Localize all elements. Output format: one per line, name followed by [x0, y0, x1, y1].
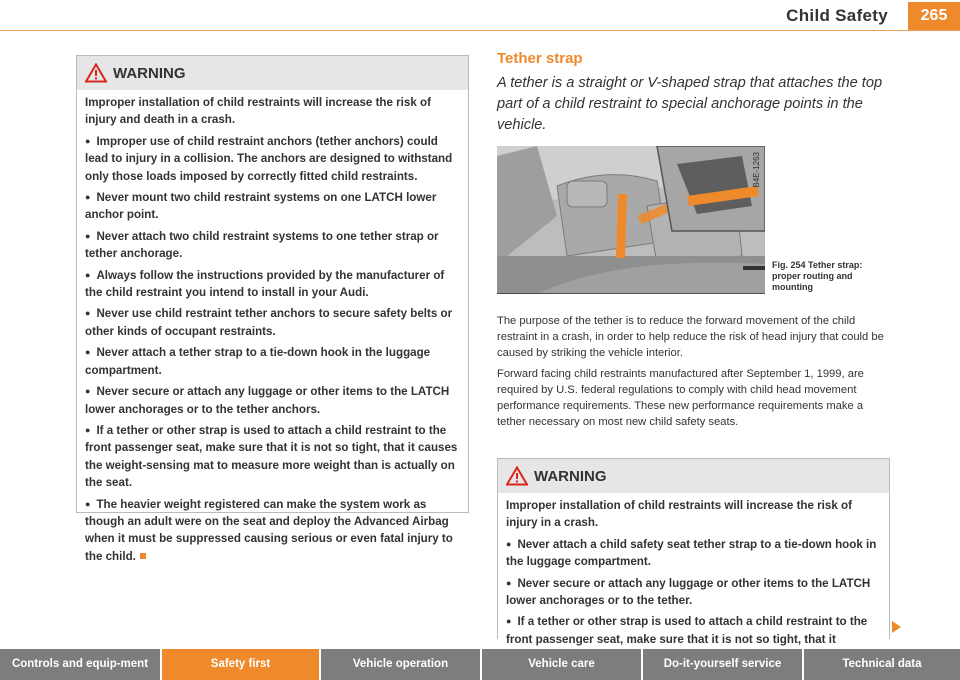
tab-label: Controls and equip-ment [11, 658, 149, 670]
right-warning-header [498, 459, 889, 493]
warning-bullet: ● Never use child restraint tether anchors to secure safety belts or other kinds of occupant restraints. [85, 305, 458, 340]
warning-triangle-icon [506, 466, 528, 486]
figure-code: B4E-1263 [752, 152, 761, 188]
tab-label: Safety first [210, 658, 271, 670]
warning-bullet: ● If a tether or other strap is used to attach a child restraint to the front passenger seat, make sure that it is not so tight, that it [506, 613, 879, 648]
warning-bullet: ● Never attach two child restraint systems to one tether strap or tether anchorage. [85, 228, 458, 263]
footer-nav [0, 649, 960, 680]
warning-bullet: ● Never secure or attach any luggage or other items to the LATCH lower anchorages or to the tether anchors. [85, 383, 458, 418]
tab-label: Do-it-yourself service [663, 658, 782, 670]
left-warning-header [77, 56, 468, 90]
tether-section [497, 50, 885, 136]
car-seat-illustration [497, 146, 765, 294]
section-intro: A tether is a straight or V-shaped strap that attaches the top part of a child restraint to special anchorage points in the vehicle. [497, 75, 883, 133]
warning-bullet-last [85, 496, 458, 566]
figure-caption: Fig. 254 Tether strap: proper routing and mounting [772, 260, 863, 292]
tab-label: Vehicle operation [352, 658, 449, 670]
warning-label: WARNING [113, 64, 186, 82]
warning-bullet: ● Improper use of child restraint anchors (tether anchors) could lead to injury in a collision. The anchors are designed to withstand only those loads imposed by correctly fitted child restraints. [85, 133, 458, 185]
paragraph: Forward facing child restraints manufactured after September 1, 1999, are required by U.S. federal regulations to comply with child head movement performance requirements. These new performance requirements make a tether necessary on most new child safety seats. [497, 368, 864, 428]
warning-intro: Improper installation of child restraints will increase the risk of injury in a crash. [506, 499, 852, 530]
tether-body [497, 313, 889, 435]
tab-label: Technical data [842, 658, 922, 670]
tab-do-it-yourself-service[interactable] [643, 649, 802, 680]
left-warning-body [77, 90, 468, 575]
tab-vehicle-care[interactable] [482, 649, 641, 680]
warning-bullet: ● Never secure or attach any luggage or other items to the LATCH lower anchorages or to the tether. [506, 575, 879, 610]
tab-label: Vehicle care [528, 658, 595, 670]
warning-bullet: ● If a tether or other strap is used to attach a child restraint to the front passenger seat, make sure that it is not so tight, that it causes the weight-sensing mat to measure more weight than is actually on the seat. [85, 422, 458, 492]
continued-arrow-icon [892, 621, 901, 633]
tab-controls-and-equipment[interactable] [0, 649, 160, 680]
warning-label: WARNING [534, 467, 607, 485]
paragraph: The purpose of the tether is to reduce the forward movement of the child restraint in a crash, in order to help reduce the risk of head injury that could be caused by striking the vehicle interior. [497, 315, 884, 359]
section-title: Child Safety [786, 6, 888, 25]
warning-triangle-icon [85, 63, 107, 83]
warning-bullet: ● Never attach a child safety seat tether strap to a tie-down hook in the luggage compartment. [506, 536, 879, 571]
header-divider [0, 30, 960, 31]
tab-vehicle-operation[interactable] [321, 649, 480, 680]
warning-bullet: ● Never attach a tether strap to a tie-down hook in the luggage compartment. [85, 344, 458, 379]
warning-bullet-text: The heavier weight registered can make the system work as though an adult were on the seat and deploy the Advanced Airbag when it must be suppressed causing serious or even fatal injury to the child. [85, 497, 453, 563]
tether-strap-figure [497, 146, 765, 294]
page-number: 265 [908, 2, 960, 30]
tab-technical-data[interactable] [804, 649, 960, 680]
warning-bullet: ● Never mount two child restraint systems on one LATCH lower anchor point. [85, 189, 458, 224]
right-warning-body [498, 493, 889, 658]
warning-intro: Improper installation of child restraints will increase the risk of injury and death in a crash. [85, 96, 431, 127]
right-warning-box [497, 458, 890, 646]
left-warning-box [76, 55, 469, 563]
tab-safety-first[interactable] [162, 649, 319, 680]
end-of-section-mark [140, 553, 146, 559]
section-heading: Tether strap [497, 50, 583, 67]
warning-bullet: ● Always follow the instructions provided by the manufacturer of the child restraint you intend to install in your Audi. [85, 267, 458, 302]
